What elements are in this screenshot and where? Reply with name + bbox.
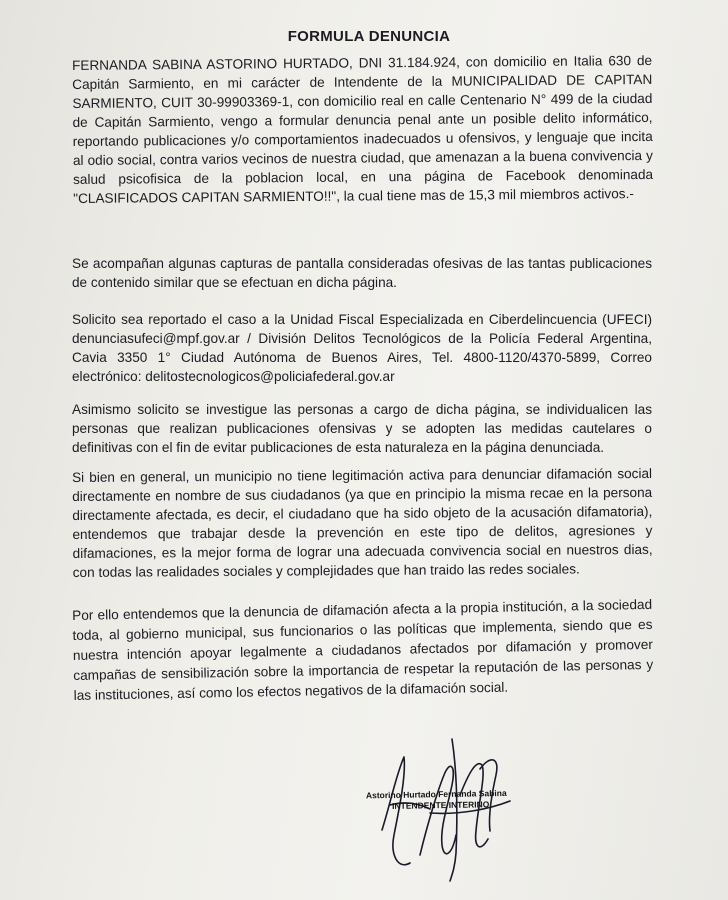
- paragraph-complainant: FERNANDA SABINA ASTORINO HURTADO, DNI 31.184.924, con domicilio en Italia 630 de Capitán Sarmiento, en mi carácter de Intendente de la MUNICIPALIDAD DE CAPITAN SARMIENTO, CUIT 30-99903369-1, con domicilio real en calle Centenario N° 499 de la ciudad de Capitán Sarmiento, vengo a formular denuncia penal ante un posible delito informático, reportando publicaciones y/o comportamientos inadecuados u ofensivos, y lenguaje que incita al odio social, contra varios vecinos de nuestra ciudad, que amenazan a la buena convivencia y salud psicofisica de la poblacion local, en una página de Facebook denominada "CLASIFICADOS CAPITAN SARMIENTO!!", la cual tiene mas de 15,3 mil miembros activos.-: [72, 52, 654, 206]
- paragraph-conclusion: Por ello entendemos que la denuncia de difamación afecta a la propia institución, a la sociedad toda, al gobierno municipal, sus funcionarios o las políticas que implementa, siendo que es nuestra intención apoyar legalmente a ciudadanos afectados por difamación y promover campañas de sensibilización sobre la importancia de respetar la reputación de las personas y las instituciones, así como los efectos negativos de la difamación social.: [72, 596, 654, 703]
- paragraph-legitimation: Si bien en general, un municipio no tiene legitimación activa para denunciar difamación social directamente en nombre de sus ciudadanos (ya que en principio la misma recae en la persona directamente afectada, es decir, el ciudadano que ha sido objeto de la acusación difamatoria), entendemos que trabajar desde la prevención en este tipo de delitos, agresiones y difamaciones, es la mejor forma de lograr una adecuada convivencia social en nuestros dias, con todas las realidades sociales y complejidades que han traido las redes sociales.: [72, 465, 653, 580]
- stamp-name: Astorino Hurtado Fernanda Sabina: [365, 787, 507, 801]
- paragraph-investigation-request: Asimismo solicito se investigue las personas a cargo de dicha página, se individualicen las personas que realizan publicaciones ofensivas y se adopten las medidas cautelares o definitivas con el fin de evitar publicaciones de esta naturaleza en la página denunciada.: [72, 402, 652, 455]
- signature-stamp: [366, 788, 526, 813]
- paragraph-screenshots: Se acompañan algunas capturas de pantalla consideradas ofesivas de las tantas publicaciones de contenido similar que se efectuan en dicha página.: [72, 256, 652, 290]
- paragraph-report-request: Solicito sea reportado el caso a la Unidad Fiscal Especializada en Ciberdelincuencia (UFECI) denunciasufeci@mpf.gov.ar / División Delitos Tecnológicos de la Policía Federal Argentina, Cavia 3350 1° Ciudad Autónoma de Buenos Aires, Tel. 4800-1120/4370-5899, Correo electrónico: delitostecnologicos@policiafederal.gov.ar: [72, 312, 652, 384]
- document-title: FORMULA DENUNCIA: [287, 28, 451, 45]
- stamp-role: INTENDENTE INTERINO: [392, 799, 490, 811]
